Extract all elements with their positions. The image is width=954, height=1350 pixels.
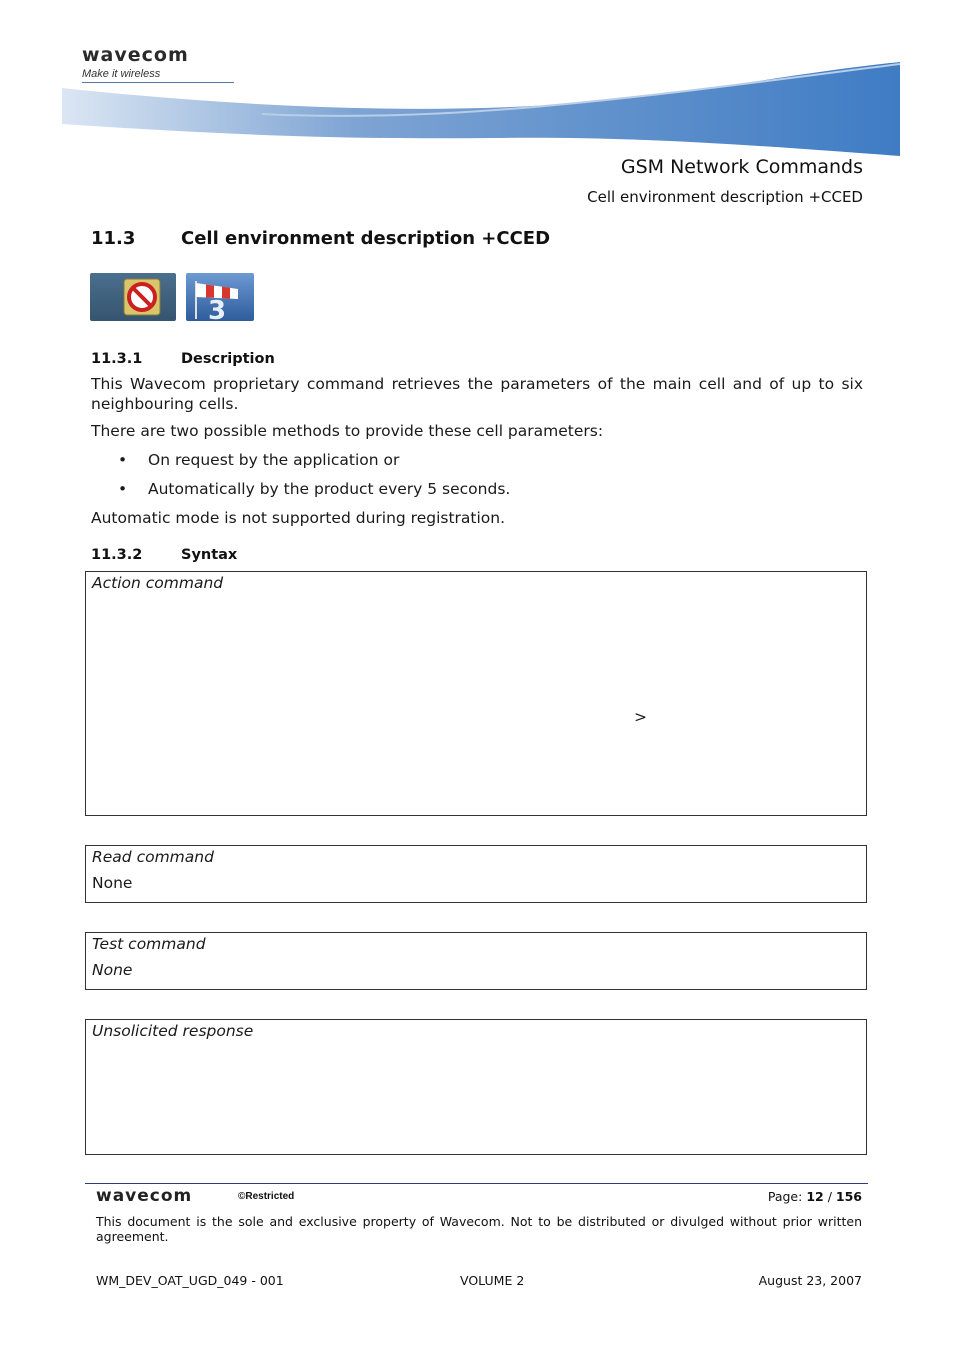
windsock-number: 3 — [208, 296, 227, 321]
footer-volume: VOLUME 2 — [460, 1273, 525, 1288]
description-paragraph-3: Automatic mode is not supported during registration. — [91, 509, 506, 527]
description-paragraph-1: This Wavecom proprietary command retrieves the parameters of the main cell and of up to six neighbouring cells. — [91, 375, 863, 413]
read-command-box — [85, 845, 867, 903]
windsock-3-icon — [186, 273, 254, 321]
syntax-heading — [91, 547, 237, 563]
test-command-label: Test command — [92, 935, 206, 953]
description-paragraph-2: There are two possible methods to provide these cell parameters: — [91, 422, 604, 440]
windsock-badge — [186, 273, 254, 321]
footer-rule — [85, 1183, 868, 1184]
description-heading — [91, 351, 275, 367]
action-command-glyph: > — [634, 708, 647, 726]
logo-wordmark: wavecom — [82, 44, 189, 66]
header-swoosh-graphic — [62, 54, 900, 156]
logo-tagline: Make it wireless — [82, 68, 161, 80]
bullet-text: Automatically by the product every 5 seconds. — [148, 480, 511, 498]
bullet-item — [118, 480, 510, 498]
footer-logo: wavecom — [96, 1186, 193, 1206]
description-number: 11.3.1 — [91, 351, 143, 367]
description-title: Description — [181, 351, 275, 367]
action-command-label: Action command — [92, 574, 224, 592]
chapter-title: GSM Network Commands — [620, 156, 863, 178]
read-command-label: Read command — [92, 848, 214, 866]
section-heading — [91, 228, 550, 249]
page-separator: / — [827, 1189, 832, 1204]
read-command-value: None — [92, 874, 133, 892]
syntax-title: Syntax — [181, 547, 238, 563]
sim-not-required-badge — [90, 273, 176, 321]
section-title: Cell environment description +CCED — [181, 228, 551, 249]
test-command-value: None — [92, 961, 133, 979]
page-total: 156 — [835, 1189, 862, 1204]
bullet-dot: • — [118, 480, 128, 498]
footer-date: August 23, 2007 — [758, 1273, 862, 1288]
bullet-item — [118, 451, 399, 469]
page-label: Page: — [767, 1189, 803, 1204]
unsolicited-response-label: Unsolicited response — [92, 1022, 254, 1040]
sim-not-required-icon — [90, 273, 176, 321]
action-command-box — [85, 571, 867, 816]
unsolicited-response-box — [85, 1019, 867, 1155]
footer-doc-reference: WM_DEV_OAT_UGD_049 - 001 — [96, 1273, 284, 1288]
section-subtitle: Cell environment description +CCED — [587, 188, 863, 206]
footer-notice: This document is the sole and exclusive property of Wavecom. Not to be distributed or divulged without prior written agreement. — [96, 1214, 862, 1244]
bullet-text: On request by the application or — [148, 451, 400, 469]
footer-page-number — [768, 1189, 862, 1204]
test-command-box — [85, 932, 867, 990]
page-current: 12 — [806, 1189, 824, 1204]
bullet-dot: • — [118, 451, 128, 469]
syntax-number: 11.3.2 — [91, 547, 143, 563]
section-number: 11.3 — [91, 228, 136, 249]
footer-restricted: ©Restricted — [238, 1191, 295, 1202]
